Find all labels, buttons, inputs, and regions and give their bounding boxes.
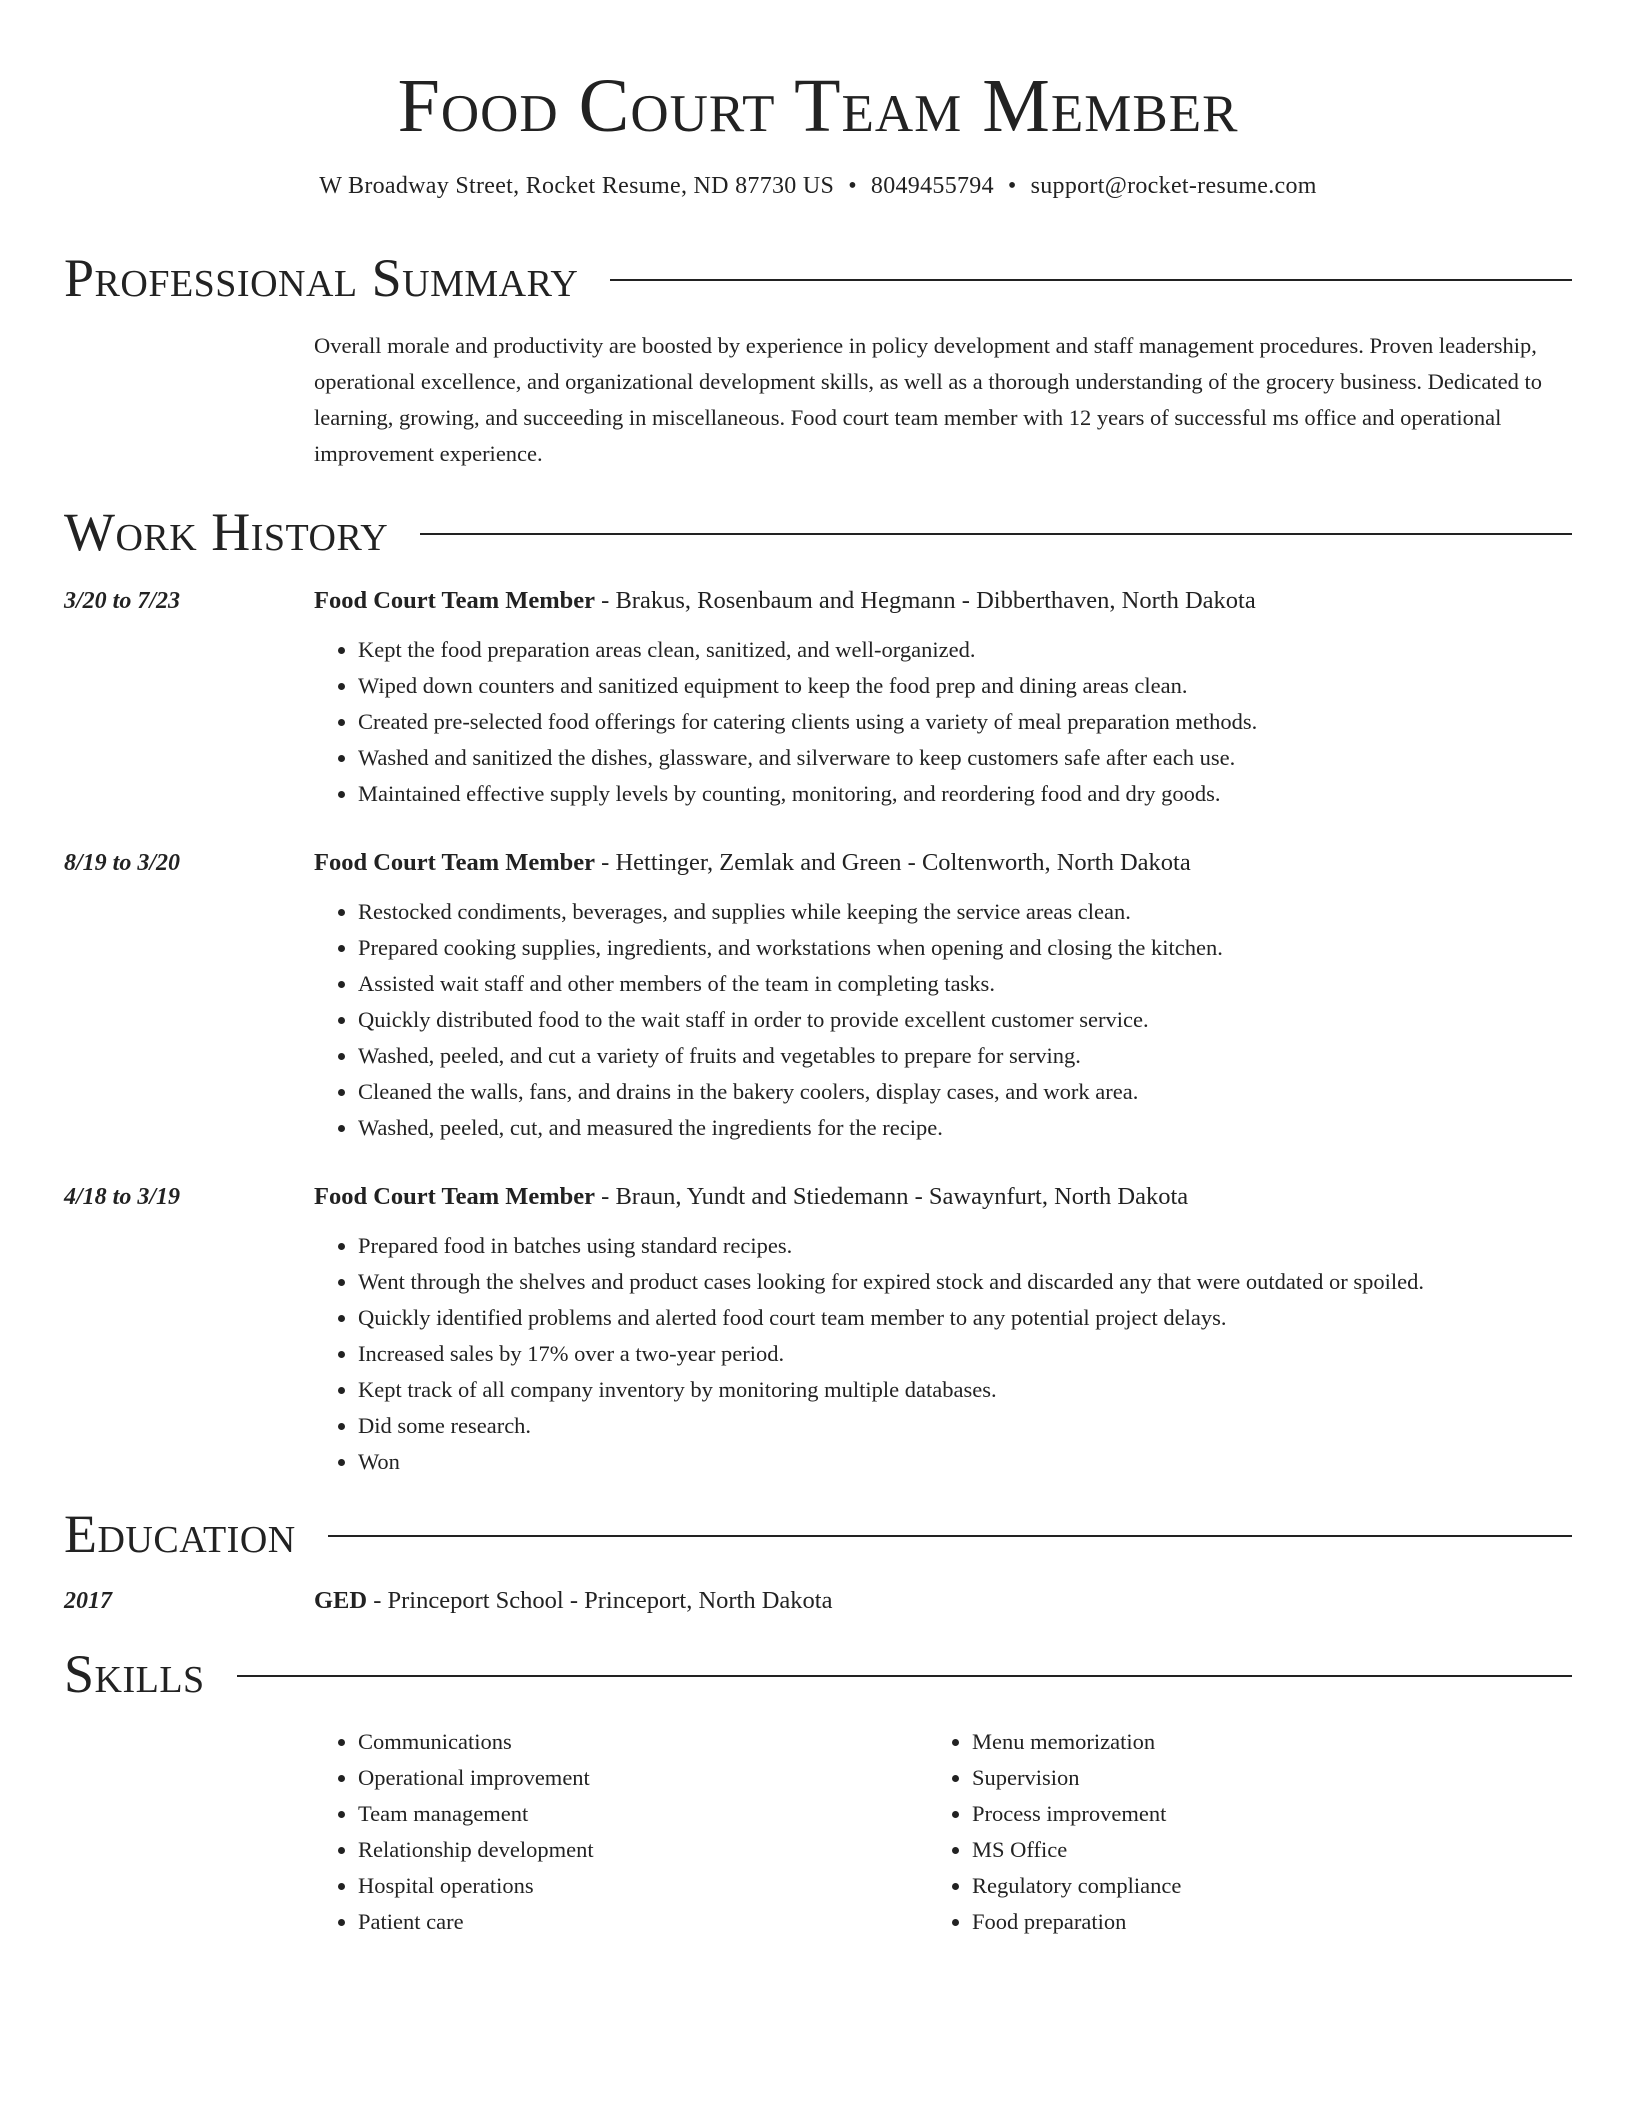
job-bullet-list	[314, 1228, 1572, 1480]
job-bullet: • Increased sales by 17% over a two-year period.	[358, 1336, 1572, 1372]
skill-item: • Team management	[358, 1796, 928, 1832]
skills-columns	[314, 1724, 1572, 1940]
skill-item: • Operational improvement	[358, 1760, 928, 1796]
job-entry	[64, 846, 1572, 1146]
skills-list-right	[928, 1724, 1542, 1940]
job-title-line	[314, 846, 1572, 880]
skill-item: • Patient care	[358, 1904, 928, 1940]
education-heading: Education	[64, 1504, 296, 1564]
skill-item: • Process improvement	[972, 1796, 1542, 1832]
resume-name: Food Court Team Member	[397, 64, 1239, 148]
contact-address: W Broadway Street, Rocket Resume, ND 87730 US	[319, 173, 835, 199]
job-bullet: • Washed, peeled, cut, and measured the ingredients for the recipe.	[358, 1110, 1572, 1146]
job-bullet-list	[314, 894, 1572, 1146]
job-bullet: • Quickly distributed food to the wait staff in order to provide excellent customer service.	[358, 1002, 1572, 1038]
skill-item: • Supervision	[972, 1760, 1542, 1796]
contact-separator: •	[848, 173, 857, 199]
job-bullet: • Washed, peeled, and cut a variety of fruits and vegetables to prepare for serving.	[358, 1038, 1572, 1074]
job-title: Food Court Team Member	[314, 1183, 596, 1210]
education-entry	[64, 1584, 1572, 1618]
education-details: - Princeport School - Princeport, North Dakota	[367, 1587, 833, 1614]
education-year: 2017	[64, 1588, 112, 1614]
education-section-header	[64, 1502, 1572, 1566]
skill-item: • MS Office	[972, 1832, 1542, 1868]
work-section-header	[64, 500, 1572, 564]
job-entry	[64, 584, 1572, 812]
summary-section-header	[64, 246, 1572, 310]
skill-item: • Hospital operations	[358, 1868, 928, 1904]
section-divider	[610, 279, 1572, 281]
contact-separator: •	[1007, 173, 1017, 199]
job-bullet: • Won	[358, 1444, 1572, 1480]
job-bullet: • Went through the shelves and product cases looking for expired stock and discarded any that were outdated or spoiled.	[358, 1264, 1572, 1300]
job-bullet: • Kept the food preparation areas clean, sanitized, and well-organized.	[358, 632, 1572, 668]
job-bullet: • Maintained effective supply levels by counting, monitoring, and reordering food and dry goods.	[358, 776, 1572, 812]
job-bullet: • Quickly identified problems and alerted food court team member to any potential project delays.	[358, 1300, 1572, 1336]
summary-text: Overall morale and productivity are boosted by experience in policy development and staff management procedures. Proven leadership, operational excellence, and organizational development skills, as well as a thorough understanding of the grocery business. Dedicated to learning, growing, and succeeding in miscellaneous. Food court team member with 12 years of successful ms office and operational improvement experience.	[314, 333, 1542, 466]
job-bullet: • Kept track of all company inventory by monitoring multiple databases.	[358, 1372, 1572, 1408]
skill-item: • Relationship development	[358, 1832, 928, 1868]
job-bullet: • Prepared food in batches using standard recipes.	[358, 1228, 1572, 1264]
contact-email: support@rocket-resume.com	[1030, 173, 1317, 199]
resume-page	[64, 60, 1572, 1940]
education-degree: GED	[314, 1587, 368, 1614]
job-details: - Braun, Yundt and Stiedemann - Sawaynfurt, North Dakota	[595, 1183, 1189, 1210]
education-line	[314, 1584, 1572, 1618]
summary-heading: Professional Summary	[64, 248, 579, 308]
section-divider	[237, 1675, 1572, 1677]
section-divider	[328, 1535, 1572, 1537]
job-bullet: • Prepared cooking supplies, ingredients, and workstations when opening and closing the kitchen.	[358, 930, 1572, 966]
job-bullet-list	[314, 632, 1572, 812]
job-bullet: • Washed and sanitized the dishes, glassware, and silverware to keep customers safe after each use.	[358, 740, 1572, 776]
section-divider	[420, 533, 1572, 535]
job-bullet: • Wiped down counters and sanitized equipment to keep the food prep and dining areas clean.	[358, 668, 1572, 704]
job-title: Food Court Team Member	[314, 587, 596, 614]
skills-section-header	[64, 1642, 1572, 1706]
job-bullet: • Assisted wait staff and other members of the team in completing tasks.	[358, 966, 1572, 1002]
job-title-line	[314, 1180, 1572, 1214]
contact-phone: 8049455794	[870, 173, 994, 199]
job-list	[64, 584, 1572, 1480]
job-title-line	[314, 584, 1572, 618]
skill-item: • Regulatory compliance	[972, 1868, 1542, 1904]
job-title: Food Court Team Member	[314, 849, 596, 876]
job-entry	[64, 1180, 1572, 1480]
skill-item: • Communications	[358, 1724, 928, 1760]
skills-list-left	[314, 1724, 928, 1940]
job-bullet: • Restocked condiments, beverages, and supplies while keeping the service areas clean.	[358, 894, 1572, 930]
job-dates: 8/19 to 3/20	[64, 850, 181, 876]
job-details: - Hettinger, Zemlak and Green - Coltenworth, North Dakota	[595, 849, 1191, 876]
skills-heading: Skills	[64, 1644, 205, 1704]
contact-line	[64, 170, 1572, 202]
job-dates: 3/20 to 7/23	[64, 588, 181, 614]
job-dates: 4/18 to 3/19	[64, 1184, 181, 1210]
job-details: - Brakus, Rosenbaum and Hegmann - Dibberthaven, North Dakota	[595, 587, 1256, 614]
job-bullet: • Did some research.	[358, 1408, 1572, 1444]
work-heading: Work History	[64, 502, 389, 562]
skill-item: • Food preparation	[972, 1904, 1542, 1940]
job-bullet: • Cleaned the walls, fans, and drains in the bakery coolers, display cases, and work area.	[358, 1074, 1572, 1110]
skill-item: • Menu memorization	[972, 1724, 1542, 1760]
job-bullet: • Created pre-selected food offerings for catering clients using a variety of meal preparation methods.	[358, 704, 1572, 740]
